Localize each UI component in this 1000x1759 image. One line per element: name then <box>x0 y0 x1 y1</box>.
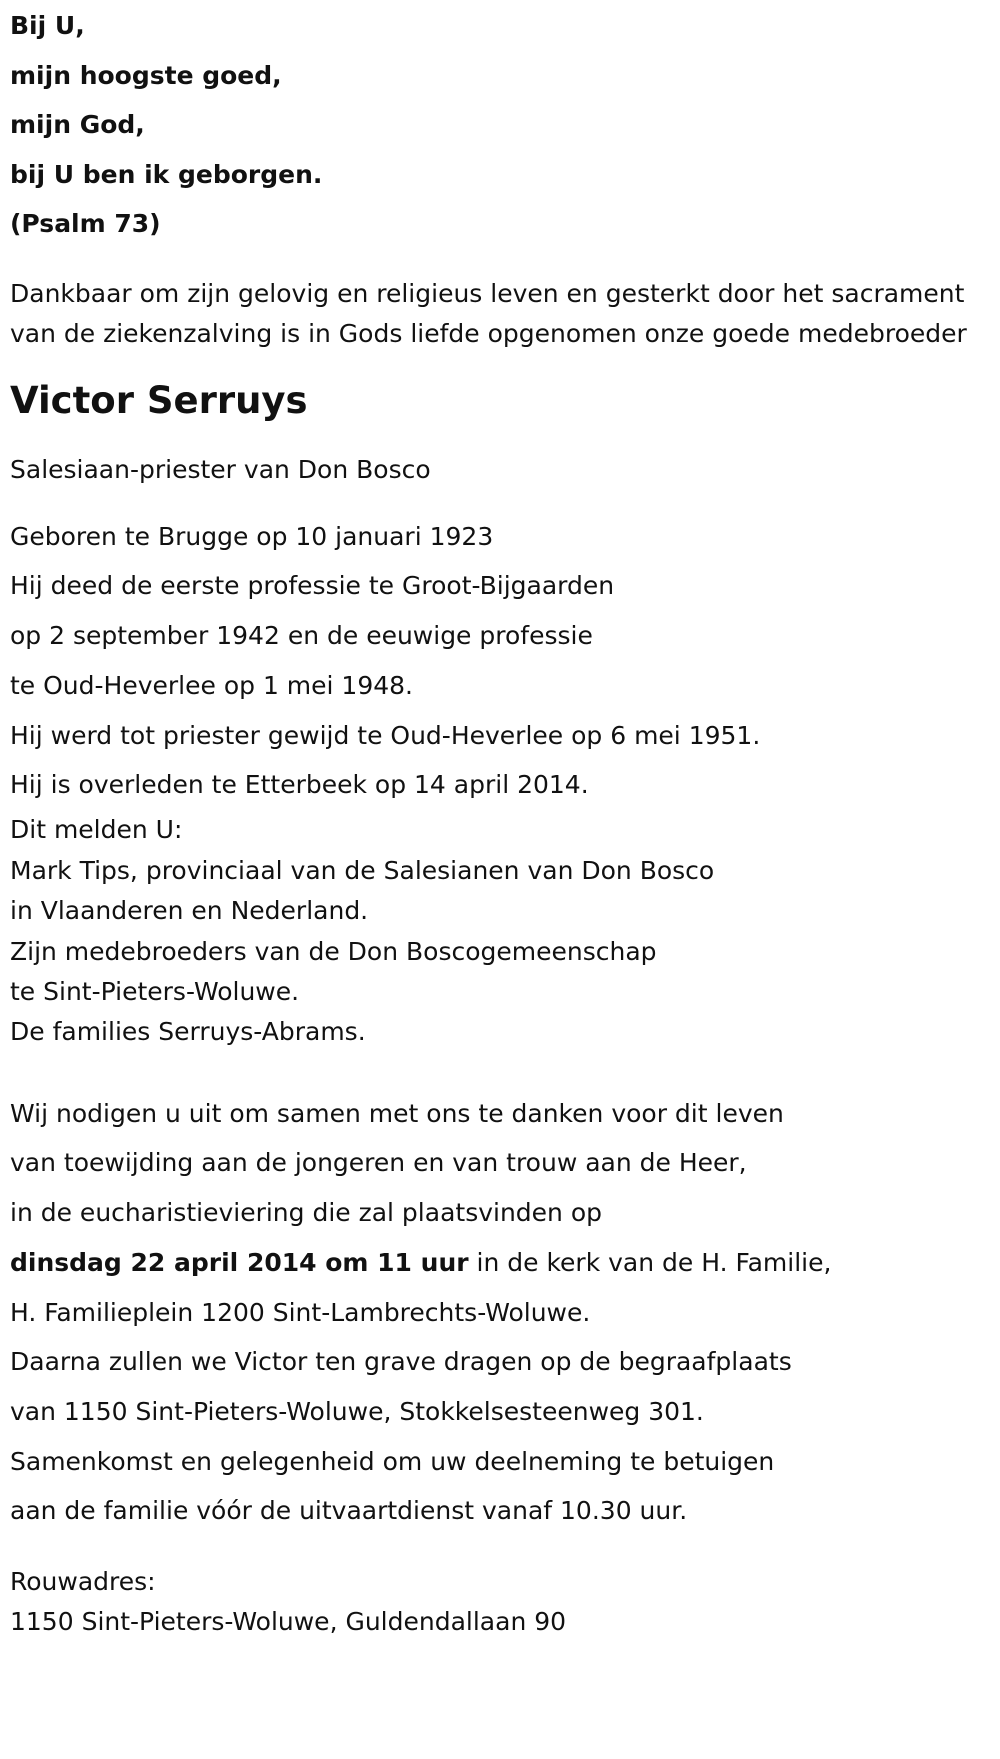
verse-line: bij U ben ik geborgen. <box>10 159 323 189</box>
deceased-role <box>10 450 990 490</box>
verse-line: mijn hoogste goed, <box>10 60 282 90</box>
verse-line: mijn God, <box>10 110 145 139</box>
role-text: Salesiaan-priester van Don Bosco <box>10 454 431 484</box>
invitation-line: H. Familieplein 1200 Sint-Lambrechts-Woluwe. <box>10 1297 591 1327</box>
service-datetime: dinsdag 22 april 2014 om 11 uur <box>10 1247 469 1277</box>
mourning-address <box>10 1562 990 1642</box>
announcement-line: De families Serruys-Abrams. <box>10 1017 366 1047</box>
deceased-name: Victor Serruys <box>10 378 308 422</box>
invitation-line: van 1150 Sint-Pieters-Woluwe, Stokkelsesteenweg 301. <box>10 1396 704 1426</box>
announcement-line: Dit melden U: <box>10 815 183 845</box>
bio-line: Geboren te Brugge op 10 januari 1923 <box>10 521 494 551</box>
announcement-line: in Vlaanderen en Nederland. <box>10 896 369 926</box>
verse-line: Bij U, <box>10 11 85 40</box>
announcement-line: Mark Tips, provinciaal van de Salesianen van Don Bosco <box>10 855 715 885</box>
announcement <box>10 810 990 1052</box>
invitation-line: in de eucharistieviering die zal plaatsvinden op <box>10 1198 603 1228</box>
announcement-line: te Sint-Pieters-Woluwe. <box>10 976 300 1006</box>
bio-line: Hij is overleden te Etterbeek op 14 april 2014. <box>10 770 589 800</box>
bio-line: op 2 september 1942 en de eeuwige professie <box>10 621 593 651</box>
bio-line: Hij werd tot priester gewijd te Oud-Heverlee op 6 mei 1951. <box>10 720 761 750</box>
invitation-line: Daarna zullen we Victor ten grave dragen op de begraafplaats <box>10 1347 792 1377</box>
address-label: Rouwadres: <box>10 1567 156 1597</box>
invitation-line: Samenkomst en gelegenheid om uw deelneming te betuigen <box>10 1446 775 1476</box>
psalm-verse <box>10 1 990 249</box>
service-line <box>10 1238 990 1288</box>
invitation-line: Wij nodigen u uit om samen met ons te danken voor dit leven <box>10 1098 784 1128</box>
service-location: in de kerk van de H. Familie, <box>468 1247 832 1277</box>
obituary-document <box>10 0 990 1642</box>
address-text: 1150 Sint-Pieters-Woluwe, Guldendallaan 90 <box>10 1607 567 1637</box>
bio-line: te Oud-Heverlee op 1 mei 1948. <box>10 670 413 700</box>
invitation <box>10 1089 990 1536</box>
invitation-line: aan de familie vóór de uitvaartdienst vanaf 10.30 uur. <box>10 1496 688 1526</box>
biography <box>10 512 990 811</box>
intro-paragraph: Dankbaar om zijn gelovig en religieus leven en gesterkt door het sacrament van de ziekenzalving is in Gods liefde opgenomen onze goede medebroeder <box>10 278 967 348</box>
verse-reference: (Psalm 73) <box>10 209 161 238</box>
announcement-line: Zijn medebroeders van de Don Boscogemeenschap <box>10 936 657 966</box>
invitation-line: van toewijding aan de jongeren en van trouw aan de Heer, <box>10 1148 747 1178</box>
bio-line: Hij deed de eerste professie te Groot-Bijgaarden <box>10 571 615 601</box>
